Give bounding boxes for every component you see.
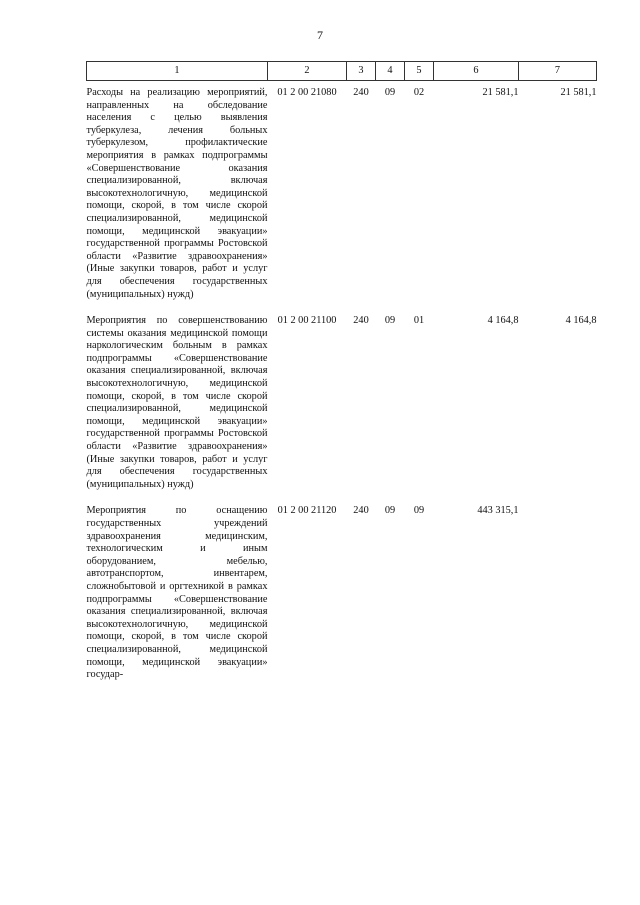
header-col-3: 3 [347, 62, 376, 81]
budget-table [86, 61, 597, 682]
header-col-7: 7 [519, 62, 597, 81]
row-col-5: 02 [413, 87, 425, 98]
row-col-7: 4 164,8 [565, 315, 597, 327]
row-col-6: 21 581,1 [482, 87, 519, 98]
row-col-3: 240 [353, 87, 369, 98]
row-col-4: 09 [384, 315, 396, 327]
row-col-5: 01 [413, 315, 425, 327]
row-description: Мероприятия по совершенствованию системы оказания медицинской помощи наркологическим больным в рамках подпрограммы «Совершенствование оказания специализированной, включая высокотехнологичную, медицинской помощи, скорой, в том числе скорой специализированной, медицинской помощи, медицинской эвакуации» государственной программы Ростовской области «Развитие здравоохранения» (Иные закупки товаров, работ и услуг для обеспечения государственных (муниципальных) нужд) [86, 315, 268, 490]
header-col-6: 6 [434, 62, 519, 81]
row-col-6: 443 315,1 [477, 505, 519, 517]
row-col-4: 09 [384, 505, 396, 517]
page-number: 7 [317, 28, 323, 42]
row-col-3: 240 [353, 505, 369, 517]
row-code: 01 2 00 21100 [277, 315, 337, 327]
header-col-5: 5 [405, 62, 434, 81]
row-col-6: 4 164,8 [487, 315, 519, 327]
header-col-1: 1 [87, 62, 268, 81]
row-col-7: 21 581,1 [560, 87, 597, 98]
row-col-4: 09 [384, 87, 396, 98]
table-row [87, 81, 597, 302]
row-col-5: 09 [413, 505, 425, 517]
row-description: Расходы на реализацию мероприятий, направленных на обследование населения с целью выявления туберкулеза, лечения больных туберкулезом, профилактические мероприятия в рамках подпрограммы «Совершенствование оказания специализированной, включая высокотехнологичную, медицинской помощи, скорой, в том числе скорой специализированной, медицинской помощи, медицинской эвакуации» государственной программы Ростовской области «Развитие здравоохранения» (Иные закупки товаров, работ и услуг для обеспечения государственных (муниципальных) нужд) [86, 87, 268, 300]
row-description: Мероприятия по оснащению государственных учреждений здравоохранения медицинским, технологическим и иным оборудованием, мебелью, автотранспортом, инвентарем, сложнобытовой и оргтехникой в рамках подпрограммы «Совершенствование оказания специализированной, включая высокотехнологичную, медицинской помощи, скорой, в том числе скорой специализированной, медицинской помощи, медицинской эвакуации» государ- [86, 505, 268, 681]
row-code: 01 2 00 21120 [277, 505, 337, 517]
row-col-3: 240 [353, 315, 369, 327]
header-col-2: 2 [268, 62, 347, 81]
table-row [87, 491, 597, 681]
table-row [87, 301, 597, 491]
row-col-7 [519, 491, 597, 681]
row-code: 01 2 00 21080 [277, 87, 337, 98]
table-header-row [87, 62, 597, 81]
header-col-4: 4 [376, 62, 405, 81]
